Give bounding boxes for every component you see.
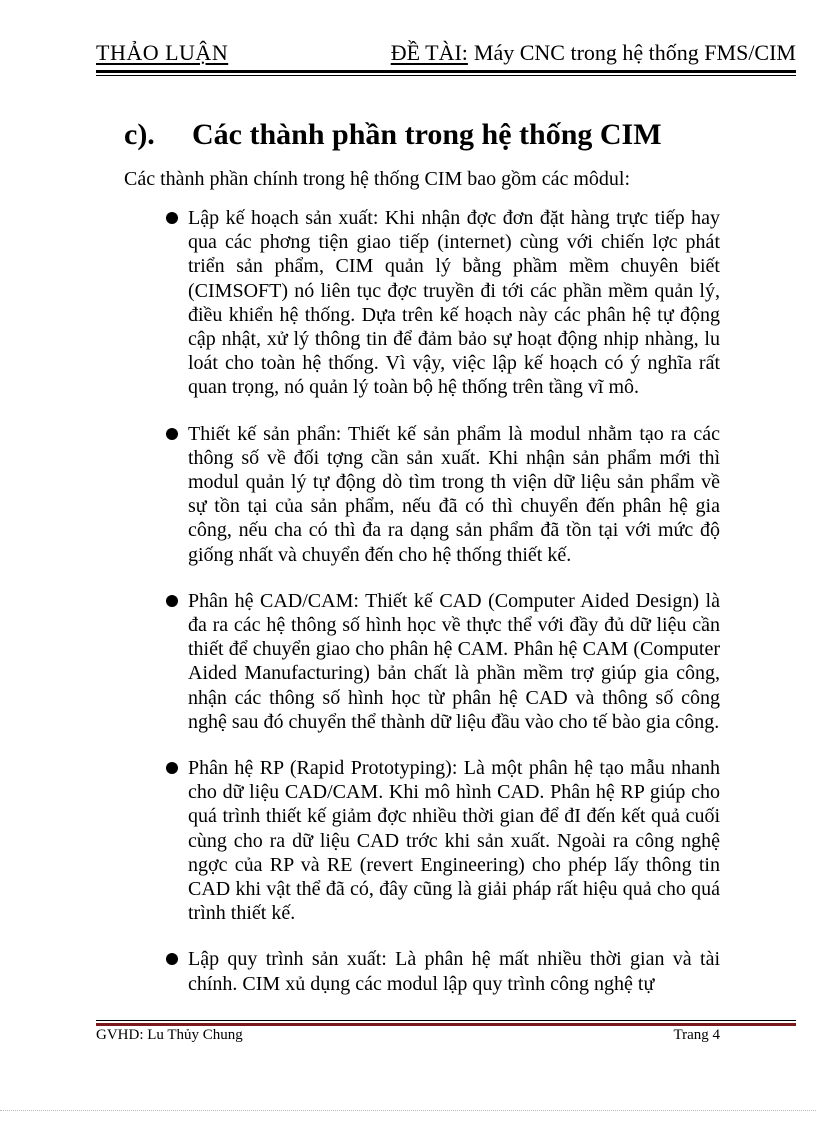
list-item bbox=[164, 947, 720, 995]
page-boundary bbox=[0, 1110, 816, 1111]
section-title: Các thành phần trong hệ thống CIM bbox=[192, 118, 662, 151]
list-item-text: Thiết kế sản phẩn: Thiết kế sản phẩm là modul nhằm tạo ra các thông số về đối tợng cần sản xuất. Khi nhận sản phẩm mới thì modul quản lý tự động dò tìm trong th viện dữ liệu sản phẩm về sự tồn tại của sản phẩm, nếu đã có thì chuyển đến phân hệ gia công, nếu cha có thì đa ra dạng sản phẩm đã tồn tại với mức độ giống nhất và chuyển đến cho hệ thống thiết kế. bbox=[188, 422, 720, 566]
list-item-text: Lập quy trình sản xuất: Là phân hệ mất nhiều thời gian và tài chính. CIM xủ dụng các modul lập quy trình công nghệ tự bbox=[188, 948, 720, 995]
list-item bbox=[164, 756, 720, 925]
section-heading bbox=[124, 118, 662, 152]
page-header bbox=[96, 36, 796, 72]
bullet-icon bbox=[166, 953, 178, 965]
bullet-icon bbox=[166, 762, 178, 774]
bullet-icon bbox=[166, 595, 178, 607]
footer-supervisor: GVHD: Lu Thủy Chung bbox=[96, 1027, 243, 1043]
list-item bbox=[164, 206, 720, 400]
list-item bbox=[164, 589, 720, 734]
header-left-title: THẢO LUẬN bbox=[96, 40, 229, 65]
bullet-icon bbox=[166, 212, 178, 224]
page-number: Trang 4 bbox=[673, 1027, 720, 1043]
header-rule-thin bbox=[96, 75, 796, 76]
list-item bbox=[164, 422, 720, 567]
footer-rule-thin bbox=[96, 1020, 796, 1021]
header-topic-label: ĐỀ TÀI: bbox=[390, 40, 468, 65]
list-item-text: Lập kế hoạch sản xuất: Khi nhận đợc đơn đặt hàng trực tiếp hay qua các phơng tiện giao tiếp (internet) cùng với chiến lợc phát triển sản phẩm, CIM quản lý bằng phầm mềm chuyên biết (CIMSOFT) nó liên tục đợc truyền đi tới các phần mềm quản lý, điều khiển hệ thống. Dựa trên kế hoạch này các phân hệ tự động cập nhật, xử lý thông tin để đảm bảo sự hoạt động nhịp nhàng, lu loát cho toàn hệ thống. Vì vậy, việc lập kế hoạch có ý nghĩa rất quan trọng, nó quản lý toàn bộ hệ thống trên tầng vĩ mô. bbox=[188, 207, 720, 399]
header-rule bbox=[96, 70, 796, 73]
component-list bbox=[164, 206, 720, 1018]
list-item-text: Phân hệ CAD/CAM: Thiết kế CAD (Computer Aided Design) là đa ra các hệ thông số hình học về thực thể với đầy đủ dữ liệu cần thiết để chuyển giao cho phân hệ CAM. Phân hệ CAM (Computer Aided Manufacturing) bản chất là phần mềm trợ giúp gia công, nhận các thông số hình học từ phân hệ CAD và thông số công nghệ sau đó chuyển thể thành dữ liệu đầu vào cho tế bào gia công. bbox=[188, 589, 720, 733]
intro-paragraph: Các thành phần chính trong hệ thống CIM bao gồm các môdul: bbox=[124, 168, 631, 190]
header-topic bbox=[391, 40, 796, 66]
footer-rule bbox=[96, 1023, 796, 1026]
header-topic-text: Máy CNC trong hệ thống FMS/CIM bbox=[473, 40, 796, 65]
bullet-icon bbox=[166, 428, 178, 440]
list-item-text: Phân hệ RP (Rapid Prototyping): Là một phân hệ tạo mẫu nhanh cho dữ liệu CAD/CAM. Khi mô hình CAD. Phân hệ RP giúp cho quá trình thiết kế giảm đợc nhiều thời gian để đI đến kết quả cuối cùng cho ra dữ liệu CAD trớc khi sản xuất. Ngoài ra công nghệ ngợc của RP và RE (revert Engineering) cho phép lấy thông tin CAD khi vật thể đã có, đây cũng là giải pháp rất hiệu quả cho quá trình thiết kế. bbox=[188, 757, 720, 925]
section-number: c). bbox=[124, 118, 155, 151]
